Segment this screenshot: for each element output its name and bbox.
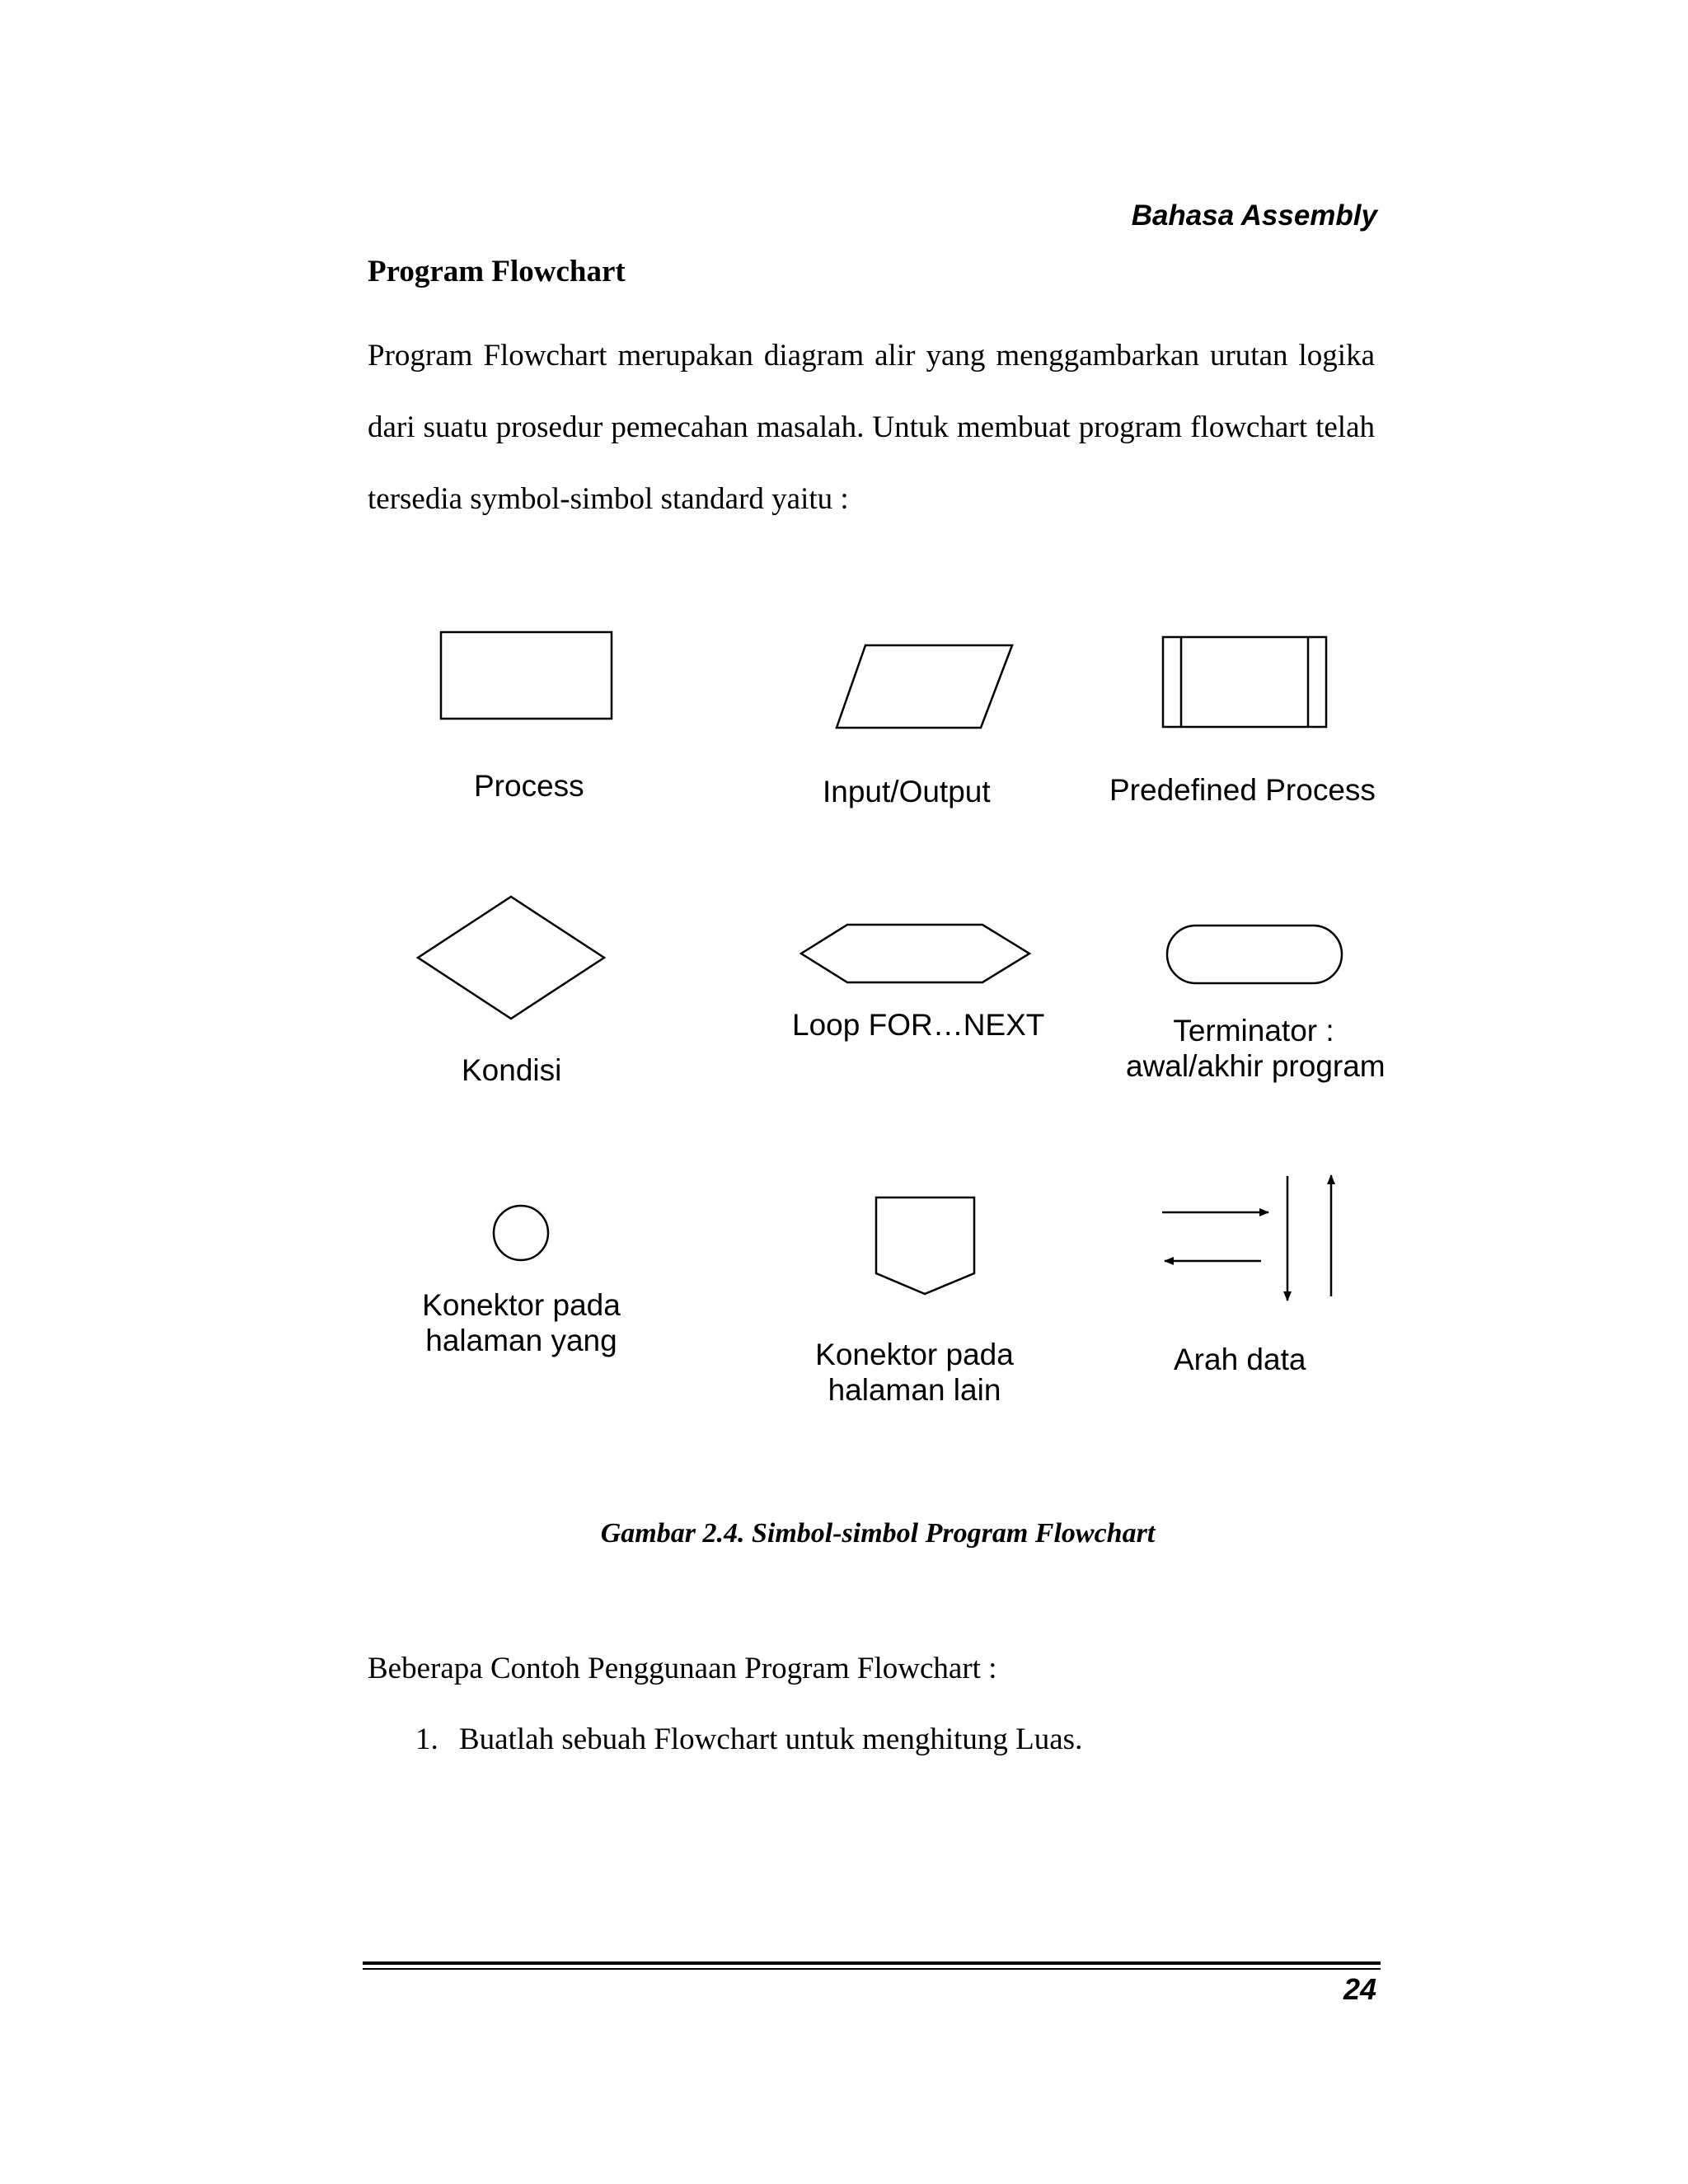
- list-item-text: Buatlah sebuah Flowchart untuk menghitung Luas.: [459, 1722, 1083, 1756]
- figure-caption: Gambar 2.4. Simbol-simbol Program Flowchart: [600, 1518, 1156, 1549]
- predefined-process-symbol: [1163, 637, 1326, 727]
- section-heading: Program Flowchart: [368, 255, 626, 288]
- process-label: Process: [474, 769, 584, 803]
- examples-intro: Beberapa Contoh Penggunaan Program Flowchart :: [368, 1652, 997, 1685]
- data-flow-arrows: [1162, 1175, 1331, 1301]
- data-flow-label: Arah data: [1174, 1343, 1306, 1376]
- offpage-connector-label-line1: Konektor pada: [815, 1338, 1014, 1371]
- terminator-symbol: [1167, 926, 1342, 983]
- loop-label: Loop FOR…NEXT: [792, 1008, 1045, 1042]
- footer-rule-top: [363, 1961, 1381, 1965]
- onpage-connector-label-line2: halaman yang: [425, 1324, 617, 1357]
- onpage-connector-label: [416, 1287, 626, 1358]
- onpage-connector-label-line1: Konektor pada: [422, 1288, 621, 1322]
- terminator-label-line1: Terminator :: [1173, 1014, 1334, 1047]
- process-symbol: [441, 632, 612, 719]
- offpage-connector-label-line2: halaman lain: [828, 1373, 1001, 1407]
- page-number: 24: [1343, 1972, 1376, 2006]
- list-item: [415, 1722, 1082, 1757]
- footer-rule-bottom: [363, 1968, 1381, 1970]
- loop-symbol: [801, 925, 1029, 982]
- terminator-label-line2: awal/akhir program: [1126, 1049, 1386, 1083]
- offpage-connector-symbol: [876, 1197, 974, 1294]
- offpage-connector-label: [809, 1337, 1020, 1408]
- onpage-connector-symbol: [494, 1206, 548, 1260]
- running-header: Bahasa Assembly: [1131, 199, 1377, 232]
- intro-paragraph: Program Flowchart merupakan diagram alir yang menggambarkan urutan logika dari suatu prosedur pemecahan masalah. Untuk membuat program flowchart telah tersedia symbol-simbol standard yaitu :: [368, 339, 1375, 516]
- predefined-process-label: Predefined Process: [1109, 773, 1376, 807]
- terminator-label: [1126, 1013, 1386, 1084]
- decision-label: Kondisi: [462, 1053, 562, 1087]
- input-output-symbol: [837, 645, 1012, 728]
- input-output-label: Input/Output: [823, 775, 991, 808]
- list-item-number: 1.: [415, 1722, 438, 1756]
- decision-symbol: [418, 897, 604, 1019]
